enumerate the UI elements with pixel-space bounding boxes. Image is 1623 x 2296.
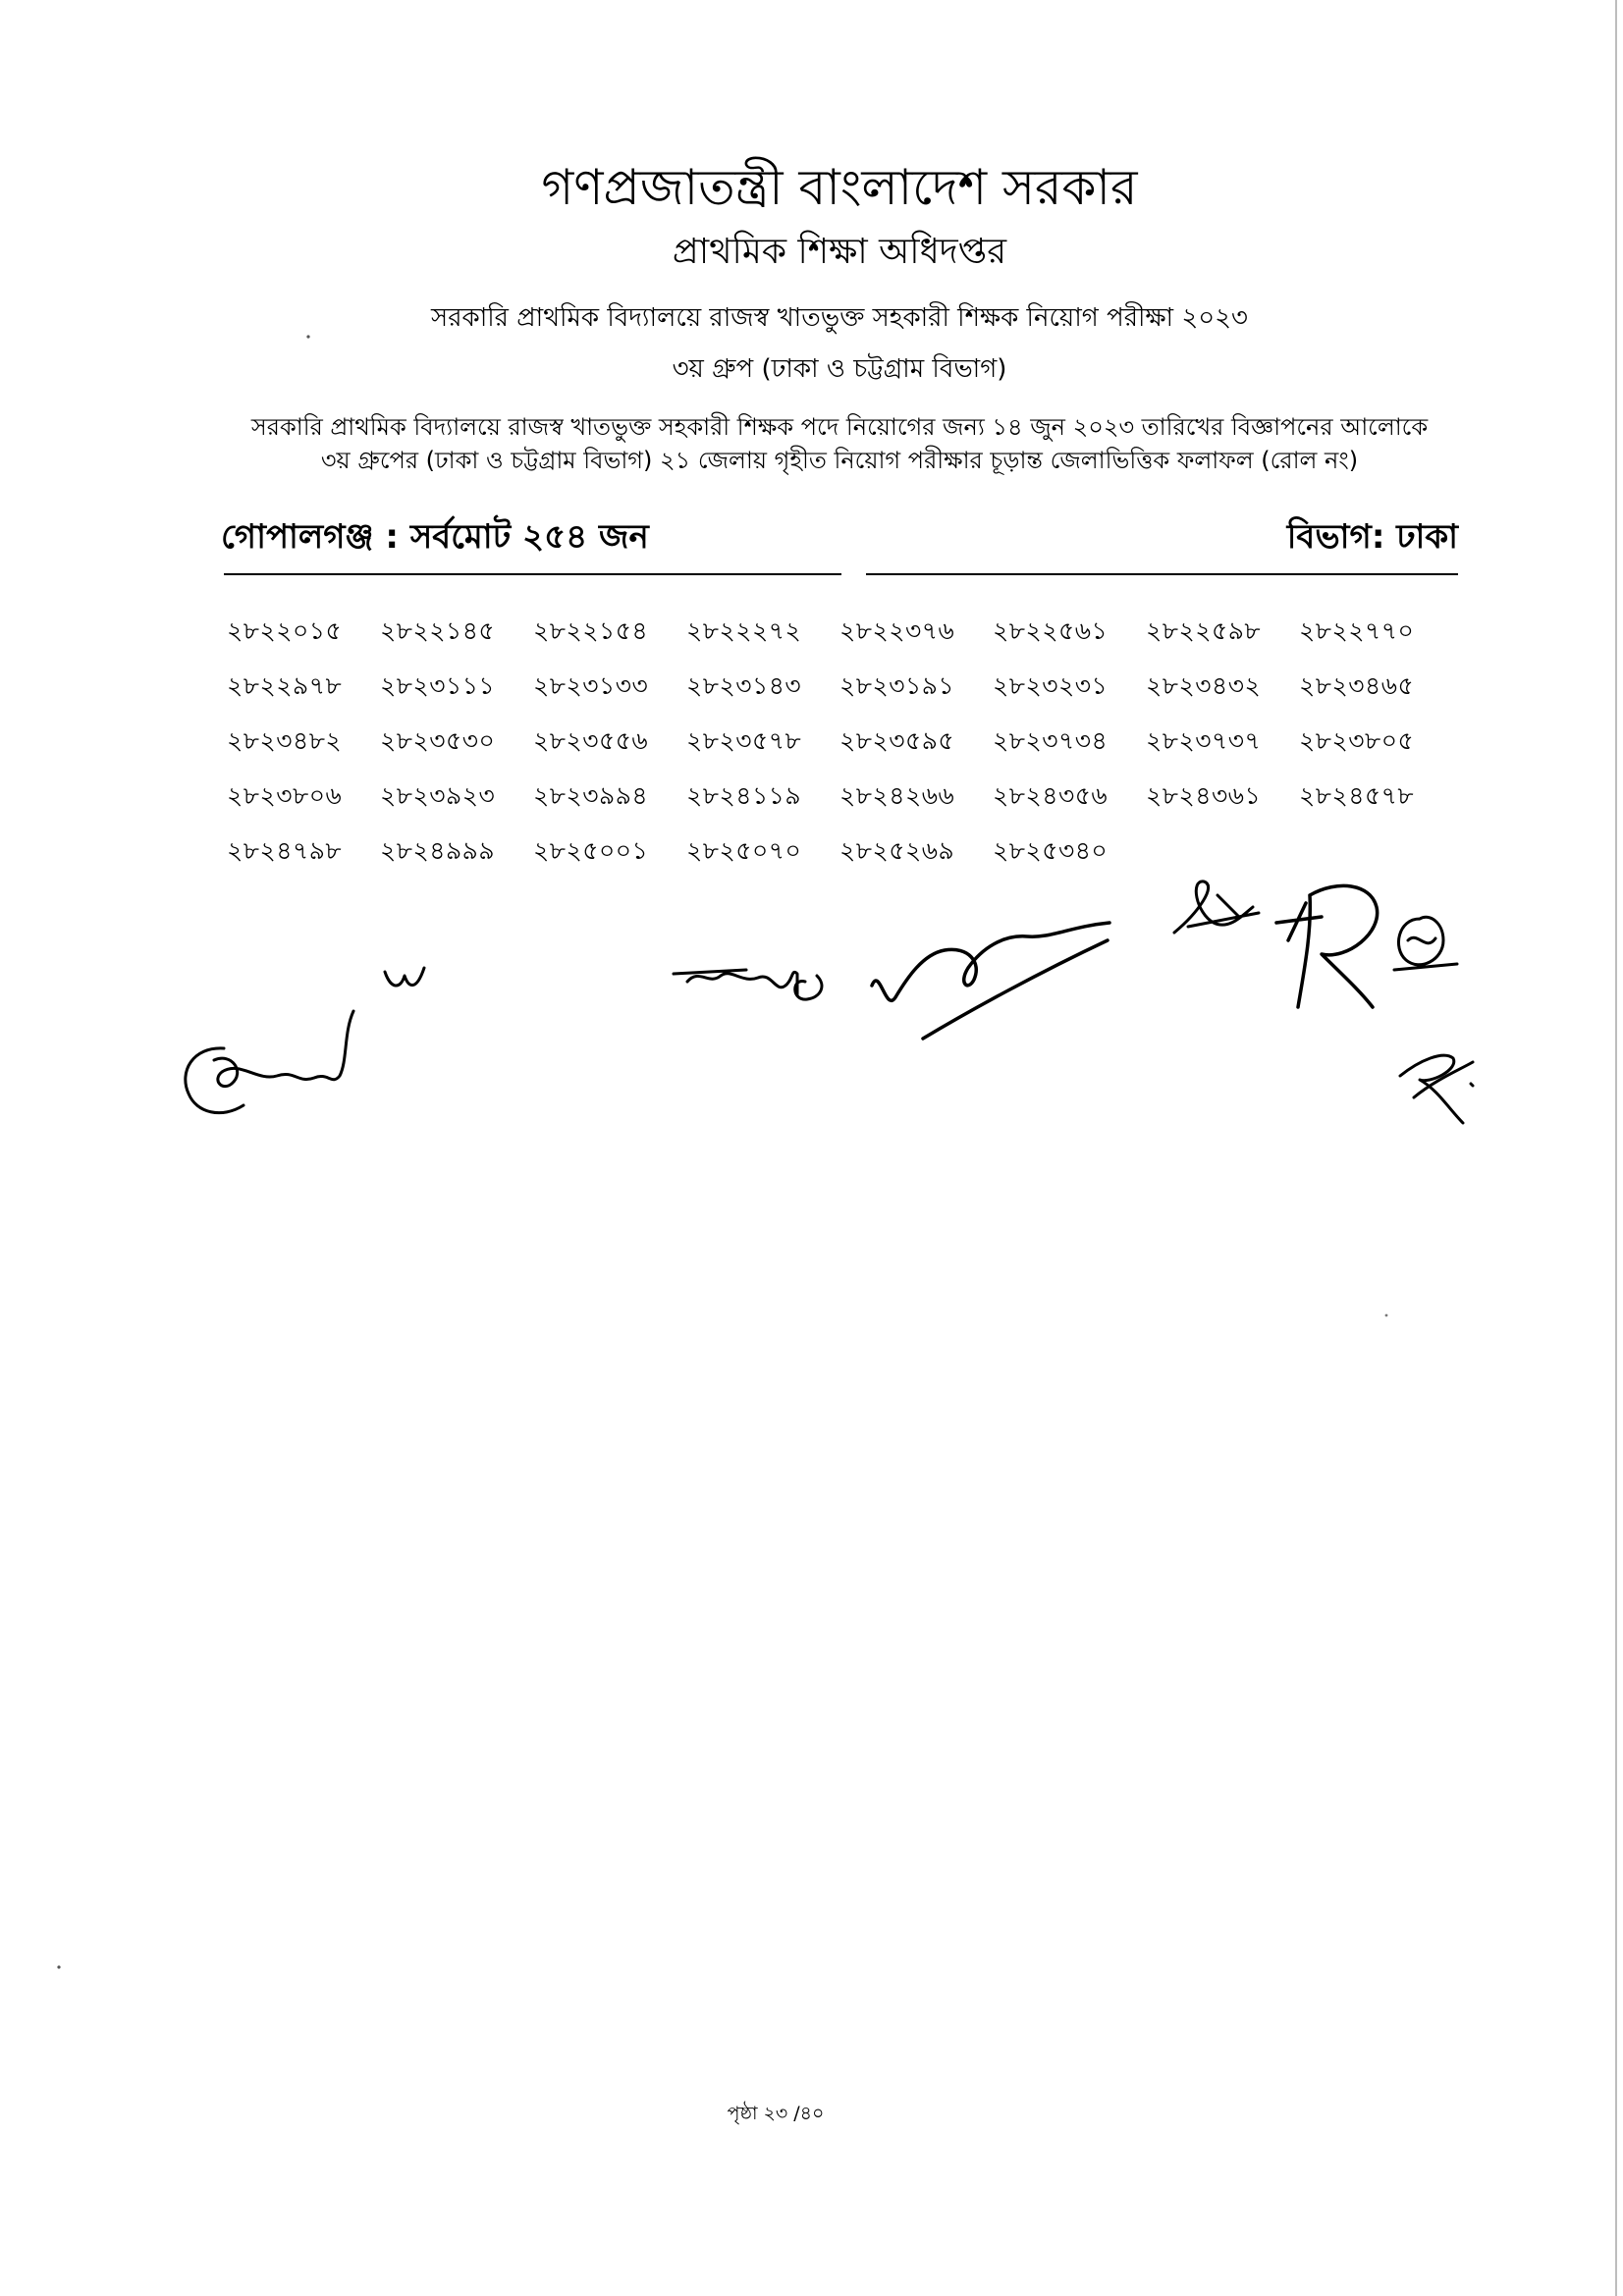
roll-row (227, 725, 1458, 757)
signature-middle-small (674, 970, 822, 999)
heading-underline (221, 573, 1458, 575)
signature-right-scribble (1174, 881, 1259, 933)
roll-number-list (221, 615, 1458, 867)
roll-number: ২৮২৩৮০৫ (1299, 726, 1415, 755)
roll-number: ২৮২৩৫৫৬ (533, 726, 649, 755)
roll-number: ২৮২৪৭৯৮ (227, 836, 343, 865)
scan-speck (1385, 1314, 1388, 1317)
roll-number: ২৮২৪২৬৬ (839, 781, 955, 810)
roll-number: ২৮২৩১৩৩ (533, 671, 649, 700)
exam-group: ৩য় গ্রুপ (ঢাকা ও চট্টগ্রাম বিভাগ) (672, 354, 1007, 384)
scan-speck (57, 1965, 60, 1968)
document-content (221, 157, 1458, 867)
signature-initial-mark (385, 968, 424, 986)
roll-number: ২৮২২১৫৪ (533, 616, 649, 645)
district-total-heading: গোপালগঞ্জ : সর্বমোট ২৫৪ জন (221, 517, 649, 557)
roll-number: ২৮২৩৫৭৮ (686, 726, 802, 755)
roll-number: ২৮২৩৭৩৪ (993, 726, 1109, 755)
district-heading-row (221, 515, 1458, 559)
roll-number: ২৮২৩৪৩২ (1146, 671, 1262, 700)
roll-number: ২৮২৩১৪৩ (686, 671, 802, 700)
signature-right-lower (1400, 1055, 1473, 1123)
roll-number: ২৮২৫০০১ (533, 836, 649, 865)
roll-number: ২৮২৩৫৩০ (380, 726, 496, 755)
government-title: গণপ্রজাতন্ত্রী বাংলাদেশ সরকার (541, 159, 1138, 216)
roll-number: ২৮২৫৩৪০ (993, 836, 1109, 865)
roll-row (227, 835, 1458, 867)
page-number: পৃষ্ঠা ২৩ /৪০ (727, 2103, 825, 2124)
roll-number: ২৮২৩১১১ (380, 671, 496, 700)
roll-number: ২৮২২০১৫ (227, 616, 343, 645)
underline-left (224, 573, 841, 575)
notice-line-2: ৩য় গ্রুপের (ঢাকা ও চট্টগ্রাম বিভাগ) ২১ জেলায় গৃহীত নিয়োগ পরীক্ষার চূড়ান্ত জেলাভিত্তিক ফলাফল (রোল নং) (320, 447, 1359, 474)
underline-right (866, 573, 1458, 575)
roll-number: ২৮২৪১১৯ (686, 781, 802, 810)
roll-row (227, 780, 1458, 812)
roll-number: ২৮২২৭৭০ (1299, 616, 1415, 645)
signature-middle-large (872, 923, 1109, 1039)
roll-row (227, 670, 1458, 702)
department-name: প্রাথমিক শিক্ষা অধিদপ্তর (672, 232, 1007, 272)
roll-number: ২৮২৩৪৬৫ (1299, 671, 1415, 700)
roll-number: ২৮২৪৩৬১ (1146, 781, 1262, 810)
roll-number: ২৮২৩৭৩৭ (1146, 726, 1262, 755)
roll-number: ২৮২২৩৭৬ (839, 616, 955, 645)
roll-number: ২৮২২৫৯৮ (1146, 616, 1262, 645)
signature-left (186, 1011, 353, 1113)
roll-number: ২৮২৩১৯১ (839, 671, 955, 700)
roll-number: ২৮২২১৪৫ (380, 616, 496, 645)
signature-right-circle (1394, 917, 1457, 970)
notice-line-1: সরকারি প্রাথমিক বিদ্যালয়ে রাজস্ব খাতভুক্ত সহকারী শিক্ষক পদে নিয়োগের জন্য ১৪ জুন ২০২৩ তারিখের বিজ্ঞাপনের আলোকে (250, 413, 1429, 441)
roll-number: ২৮২২৫৬১ (993, 616, 1109, 645)
roll-number: ২৮২৩৮০৬ (227, 781, 343, 810)
roll-number: ২৮২২২৭২ (686, 616, 802, 645)
exam-title: সরকারি প্রাথমিক বিদ্যালয়ে রাজস্ব খাতভুক্ত সহকারী শিক্ষক নিয়োগ পরীক্ষা ২০২৩ (431, 303, 1248, 333)
roll-number: ২৮২৩৫৯৫ (839, 726, 955, 755)
roll-number: ২৮২৩২৩১ (993, 671, 1109, 700)
roll-number: ২৮২৫০৭০ (686, 836, 802, 865)
division-heading: বিভাগ: ঢাকা (1286, 517, 1458, 557)
roll-number: ২৮২৩৯২৩ (380, 781, 496, 810)
roll-number: ২৮২২৯৭৮ (227, 671, 343, 700)
roll-row (227, 615, 1458, 647)
roll-number: ২৮২৩৪৮২ (227, 726, 343, 755)
roll-number: ২৮২৪৫৭৮ (1299, 781, 1415, 810)
roll-number: ২৮২৪৯৯৯ (380, 836, 496, 865)
roll-number: ২৮২৫২৬৯ (839, 836, 955, 865)
roll-number: ২৮২৪৩৫৬ (993, 781, 1109, 810)
roll-number: ২৮২৩৯৯৪ (533, 781, 649, 810)
signature-right-main (1276, 885, 1378, 1007)
